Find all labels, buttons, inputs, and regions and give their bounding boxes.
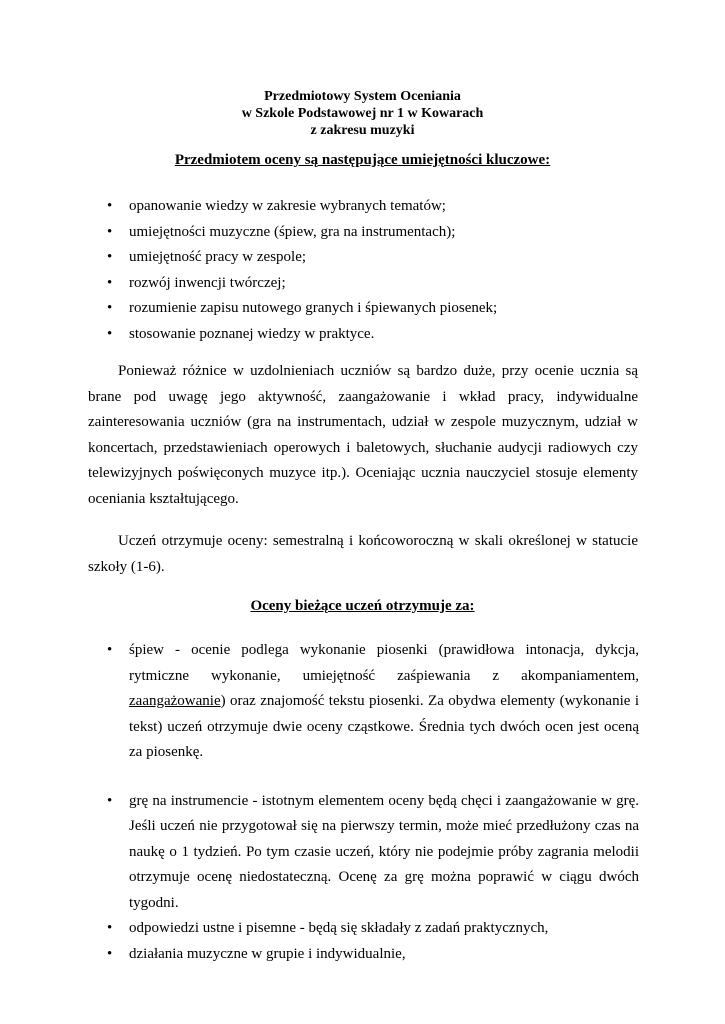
list-item-group-activities: • działania muzyczne w grupie i indywidualnie, bbox=[0, 942, 639, 968]
list-item-singing bbox=[0, 638, 639, 766]
list-item: • umiejętność pracy w zespole; bbox=[0, 245, 497, 271]
school-name: w Szkole Podstawowej nr 1 w Kowarach bbox=[241, 106, 484, 121]
subject-line: z zakresu muzyki bbox=[310, 123, 415, 138]
list-item: • umiejętności muzyczne (śpiew, gra na instrumentach); bbox=[0, 220, 497, 246]
assessment-paragraph: Ponieważ różnice w uzdolnieniach uczniów są bardzo duże, przy ocenie ucznia są brane pod uwagę jego aktywność, zaangażowanie i wkład pracy, indywidualne zainteresowania uczniów (gra na instrumentach, udział w zespole muzycznym, udział w koncertach, przedstawieniach operowych i baletowych, słuchanie audycji radiowych czy telewizyjnych poświęconych muzyce itp.). Oceniając ucznia nauczyciel stosuje elementy oceniania kształtującego. bbox=[88, 363, 638, 507]
singing-text: śpiew - ocenie podlega wykonanie piosenki (prawidłowa intonacja, dykcja, rytmiczne wykonanie, umiejętność zaśpiewania z akompaniamentem, bbox=[129, 642, 639, 684]
singing-underlined-word: zaangażowanie bbox=[129, 693, 221, 709]
current-grades-list bbox=[0, 638, 639, 967]
grading-scale-paragraph: Uczeń otrzymuje oceny: semestralną i końcoworoczną w skali określonej w statucie szkoły (1-6). bbox=[88, 533, 638, 575]
current-grades-heading: Oceny bieżące uczeń otrzymuje za: bbox=[250, 598, 475, 614]
list-item: • opanowanie wiedzy w zakresie wybranych tematów; bbox=[0, 194, 497, 220]
list-item: • stosowanie poznanej wiedzy w praktyce. bbox=[0, 322, 497, 348]
list-item: • rozwój inwencji twórczej; bbox=[0, 271, 497, 297]
list-item: • rozumienie zapisu nutowego granych i śpiewanych piosenek; bbox=[0, 296, 497, 322]
list-item-oral-written: • odpowiedzi ustne i pisemne - będą się składały z zadań praktycznych, bbox=[0, 916, 639, 942]
key-skills-list bbox=[0, 194, 497, 347]
key-skills-heading: Przedmiotem oceny są następujące umiejętności kluczowe: bbox=[174, 152, 551, 168]
list-item-instrument: • grę na instrumencie - istotnym elementem oceny będą chęci i zaangażowanie w grę. Jeśli uczeń nie przygotował się na pierwszy termin, może mieć przedłużony czas na naukę o 1 tydzień. Po tym czasie uczeń, który nie podejmie próby zagrania melodii otrzymuje ocenę niedostateczną. Ocenę za grę można poprawić w ciągu dwóch tygodni. bbox=[0, 789, 639, 917]
document-title: Przedmiotowy System Oceniania bbox=[264, 89, 461, 104]
singing-text-end: ) oraz znajomość tekstu piosenki. Za obydwa elementy (wykonanie i tekst) uczeń otrzymuje dwie oceny cząstkowe. Średnia tych dwóch ocen jest oceną za piosenkę. bbox=[129, 693, 639, 760]
